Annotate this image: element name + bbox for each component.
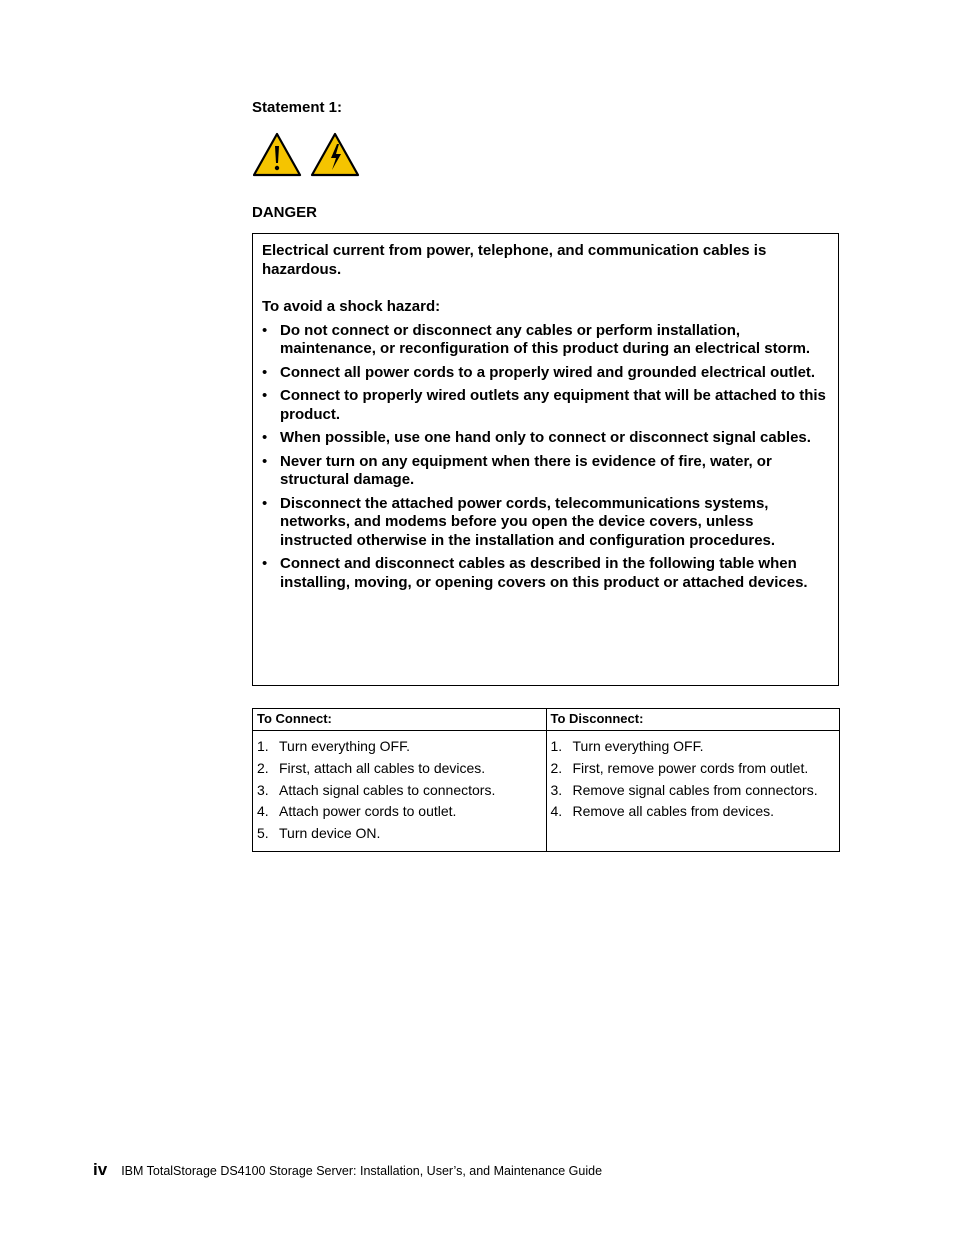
step-item [551, 760, 836, 782]
danger-intro: Electrical current from power, telephone, and communication cables is hazardous. [262, 242, 767, 278]
disconnect-steps-cell [546, 731, 840, 852]
list-item-text: Do not connect or disconnect any cables or perform installation, maintenance, or reconfiguration of this product during an electrical storm. [280, 321, 811, 357]
step-text: Turn everything OFF. [279, 738, 410, 754]
connect-steps-cell [253, 731, 547, 852]
step-item [257, 760, 542, 782]
step-text: First, remove power cords from outlet. [572, 759, 809, 776]
step-number: 1. [257, 738, 269, 754]
page-footer [93, 1160, 602, 1180]
step-number: 2. [257, 759, 269, 776]
general-caution-icon [254, 134, 300, 175]
bullet: • [262, 452, 268, 470]
list-item [262, 387, 826, 424]
bullet: • [262, 387, 268, 404]
cable-procedure-table [252, 708, 840, 852]
step-item [551, 803, 836, 825]
step-text: Turn device ON. [279, 825, 381, 842]
step-number: 4. [257, 803, 269, 820]
bullet: • [262, 555, 268, 572]
list-item [262, 453, 826, 490]
step-number: 4. [550, 803, 563, 820]
step-item [551, 738, 836, 760]
list-item-text: Connect and disconnect cables as described in the following table when installing, moving, or opening covers on this product or attached devices. [280, 555, 808, 591]
step-number: 3. [550, 781, 563, 798]
step-number: 2. [550, 759, 563, 776]
avoid-shock-heading: To avoid a shock hazard: [262, 298, 441, 315]
list-item-text: When possible, use one hand only to connect or disconnect signal cables. [280, 429, 811, 446]
page-number: iv [93, 1160, 108, 1179]
list-item-text: Connect to properly wired outlets any equipment that will be attached to this product. [280, 387, 826, 423]
danger-notice-box [252, 233, 839, 686]
connect-header: To Connect: [253, 709, 547, 731]
danger-list [262, 322, 826, 593]
step-item [257, 738, 542, 760]
disconnect-header: To Disconnect: [546, 709, 840, 731]
statement-label: Statement 1: [252, 99, 343, 116]
list-item [262, 429, 826, 448]
list-item-text: Disconnect the attached power cords, telecommunications systems, networks, and modems before you open the device covers, unless instructed otherwise in the installation and configuration procedures. [280, 494, 776, 549]
list-item [262, 322, 826, 359]
step-number: 5. [257, 825, 269, 842]
step-item [257, 782, 542, 804]
table-row [253, 731, 840, 852]
disconnect-steps [551, 738, 836, 825]
list-item [262, 364, 826, 383]
step-text: Remove signal cables from connectors. [572, 781, 818, 798]
danger-label: DANGER [252, 204, 318, 221]
step-item [257, 803, 542, 825]
step-item [257, 825, 542, 847]
list-item [262, 555, 826, 592]
step-text: Remove all cables from devices. [572, 803, 775, 820]
hazard-icons [253, 132, 363, 177]
step-number: 3. [257, 781, 269, 798]
step-text: Attach signal cables to connectors. [279, 781, 496, 798]
step-number: 1. [550, 738, 563, 754]
step-text: First, attach all cables to devices. [279, 759, 486, 776]
bullet: • [262, 363, 268, 381]
step-text: Turn everything OFF. [572, 738, 704, 754]
bullet: • [262, 494, 268, 512]
connect-steps [257, 738, 542, 847]
step-text: Attach power cords to outlet. [279, 803, 457, 820]
list-item [262, 495, 826, 551]
table-header-row [253, 709, 840, 731]
step-item [551, 782, 836, 804]
list-item-text: Never turn on any equipment when there is evidence of fire, water, or structural damage. [280, 452, 772, 488]
bullet: • [262, 429, 268, 446]
list-item-text: Connect all power cords to a properly wired and grounded electrical outlet. [280, 363, 816, 381]
electrical-hazard-icon [312, 134, 358, 175]
footer-title: IBM TotalStorage DS4100 Storage Server: Installation, User’s, and Maintenance Guide [121, 1164, 603, 1178]
bullet: • [262, 321, 268, 339]
